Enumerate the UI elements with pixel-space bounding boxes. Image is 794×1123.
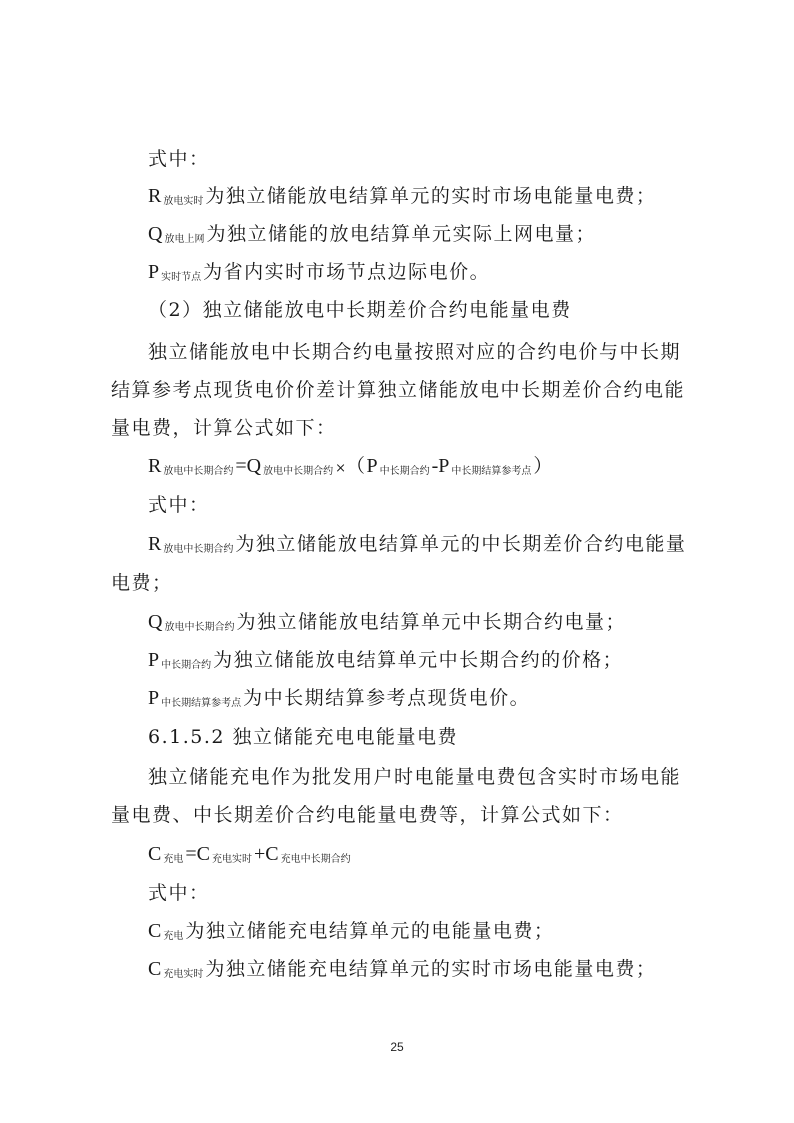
definition-text: 为独立储能放电结算单元中长期合约电量；	[236, 611, 626, 633]
definition-c-charge	[148, 919, 554, 949]
symbol: Q	[148, 611, 163, 633]
formula-paren: （	[345, 455, 367, 477]
formula-operator: -P	[431, 455, 450, 477]
symbol: R	[148, 185, 162, 207]
definition-text: 为省内实时市场节点边际电价。	[203, 261, 491, 283]
subscript: 中长期合约	[161, 660, 212, 671]
paragraph-where: 式中：	[148, 148, 210, 170]
definition-text: 为独立储能放电结算单元的实时市场电能量电费；	[205, 185, 657, 207]
symbol: C	[148, 958, 162, 980]
subscript: 放电上网	[164, 234, 205, 245]
definition-text: 为独立储能放电结算单元中长期合约的价格；	[213, 649, 624, 671]
formula-discharge-contract	[148, 454, 554, 484]
formula-symbol: C	[148, 843, 162, 865]
subscript: 充电	[163, 931, 184, 942]
formula-operator: +C	[253, 843, 279, 865]
paragraph-where: 式中：	[148, 882, 210, 904]
definition-text: 为独立储能放电结算单元的中长期差价合约电能量	[235, 533, 687, 555]
subscript: 实时节点	[161, 272, 202, 283]
definition-r-discharge-contract	[148, 532, 686, 562]
formula-operator: =C	[185, 843, 210, 865]
symbol: P	[148, 649, 160, 671]
definition-text: 为独立储能充电结算单元的电能量电费；	[185, 920, 555, 942]
definition-p-reference-point	[148, 686, 530, 716]
page-number: 25	[390, 1040, 404, 1054]
subscript: 放电实时	[163, 196, 204, 207]
paragraph-line: 独立储能放电中长期合约电量按照对应的合约电价与中长期	[148, 341, 682, 363]
formula-operator: ×	[335, 461, 346, 476]
paragraph-line: 结算参考点现货电价价差计算独立储能放电中长期差价合约电能	[111, 379, 686, 401]
formula-operator: =Q	[235, 455, 262, 477]
definition-r-discharge-realtime	[148, 184, 656, 214]
definition-text: 为独立储能充电结算单元的实时市场电能量电费；	[205, 958, 657, 980]
paragraph-line: 电费；	[111, 572, 173, 594]
paragraph-line: 量电费、中长期差价合约电能量电费等，计算公式如下：	[111, 804, 624, 826]
formula-subscript: 放电中长期合约	[163, 466, 234, 477]
symbol: P	[148, 687, 160, 709]
definition-c-charge-realtime	[148, 957, 656, 987]
formula-subscript: 中长期结算参考点	[451, 466, 532, 477]
formula-paren: ）	[533, 455, 554, 477]
subscript: 充电实时	[163, 969, 204, 980]
definition-q-discharge-contract	[148, 610, 626, 640]
definition-q-discharge-grid	[148, 222, 596, 252]
section-heading-2: （2）独立储能放电中长期差价合约电能量电费	[148, 299, 572, 321]
formula-subscript: 放电中长期合约	[263, 466, 334, 477]
symbol: C	[148, 920, 162, 942]
definition-text: 为中长期结算参考点现货电价。	[243, 687, 531, 709]
definition-p-contract	[148, 648, 623, 678]
section-heading-6-1-5-2: 6.1.5.2 独立储能充电电能量电费	[148, 726, 459, 748]
symbol: R	[148, 533, 162, 555]
definition-p-realtime-node	[148, 260, 490, 290]
symbol: P	[148, 261, 160, 283]
paragraph-where: 式中：	[148, 494, 210, 516]
paragraph-line: 独立储能充电作为批发用户时电能量电费包含实时市场电能	[148, 766, 682, 788]
symbol: Q	[148, 223, 163, 245]
formula-symbol: R	[148, 455, 162, 477]
paragraph-line: 量电费，计算公式如下：	[111, 417, 337, 439]
subscript: 放电中长期合约	[164, 622, 235, 633]
formula-subscript: 中长期合约	[379, 466, 430, 477]
formula-charge	[148, 842, 353, 872]
formula-subscript: 充电	[163, 854, 184, 865]
definition-text: 为独立储能的放电结算单元实际上网电量；	[206, 223, 596, 245]
formula-subscript: 充电中长期合约	[280, 854, 351, 865]
formula-subscript: 充电实时	[211, 854, 252, 865]
subscript: 放电中长期合约	[163, 544, 234, 555]
formula-symbol: P	[366, 455, 378, 477]
subscript: 中长期结算参考点	[161, 698, 242, 709]
